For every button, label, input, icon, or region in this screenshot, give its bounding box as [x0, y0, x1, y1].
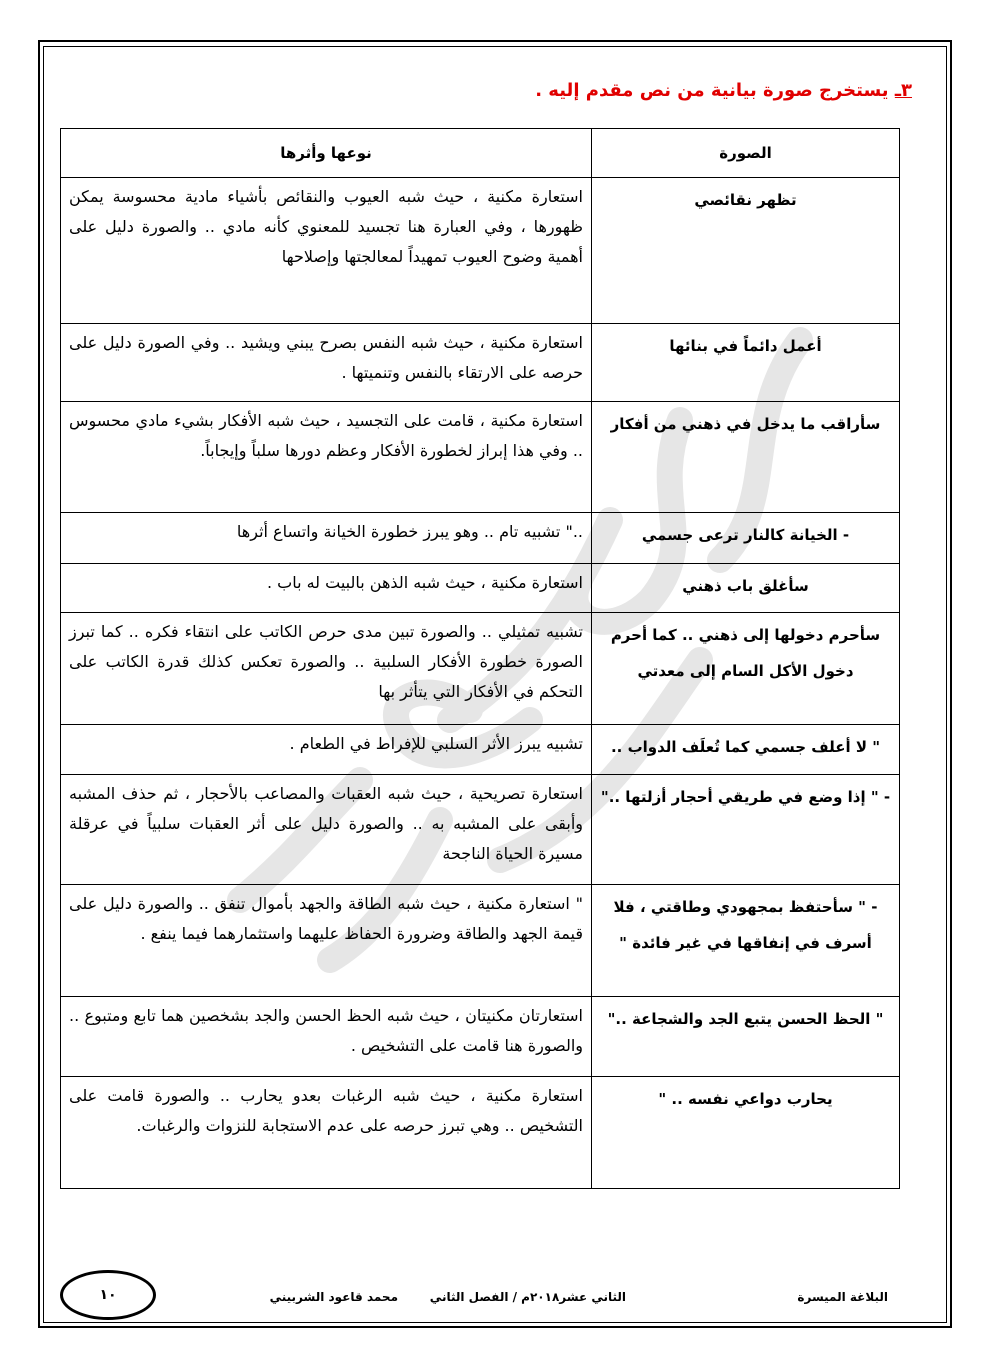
image-cell: سأحرم دخولها إلى ذهني .. كما أحرم دخول الأكل السام إلى معدتي: [592, 613, 900, 725]
image-cell: - الخيانة كالنار ترعى جسمي: [592, 513, 900, 564]
description-cell: تشبيه يبرز الأثر السلبي للإفراط في الطعام .: [61, 725, 592, 775]
footer-book-title: البلاغة الميسرة: [797, 1290, 888, 1304]
page-number: ١٠: [99, 1287, 117, 1303]
heading-text: يستخرج صورة بيانية من نص مقدم إليه .: [535, 80, 889, 101]
footer-grade-term: الثاني عشر٢٠١٨م / الفصل الثاني: [429, 1290, 626, 1304]
description-cell: استعارة مكنية ، حيث شبه العيوب والنقائص بأشياء مادية محسوسة يمكن ظهورها ، وفي العبارة هنا تجسيد للمعنوي كأنه مادي .. والصورة دليل على أهمية وضوح العيوب تمهيداً لمعالجتها وإصلاحها: [61, 178, 592, 324]
images-table: [60, 128, 900, 1189]
table-row: [61, 178, 900, 324]
table-row: [61, 402, 900, 513]
image-cell: - " سأحتفظ بمجهودي وطاقتي ، فلا أسرف في إنفاقها في غير فائدة ": [592, 885, 900, 997]
image-cell: سأغلق باب ذهني: [592, 564, 900, 613]
table-row: [61, 613, 900, 725]
image-cell: أعمل دائماً في بنائها: [592, 324, 900, 402]
header-type-effect: نوعها وأثرها: [61, 129, 592, 178]
table-header-row: [61, 129, 900, 178]
table-row: [61, 1077, 900, 1189]
description-cell: استعارة تصريحية ، حيث شبه العقبات والمصاعب بالأحجار ، ثم حذف المشبه وأبقى على المشبه به .. والصورة دليل على أثر العقبات سلبياً في عرقلة مسيرة الحياة الناجحة: [61, 775, 592, 885]
table-row: [61, 885, 900, 997]
image-cell: " الحظ الحسن يتبع الجد والشجاعة ..": [592, 997, 900, 1077]
description-cell: " استعارة مكنية ، حيث شبه الطاقة والجهد بأموال تنفق .. والصورة دليل على قيمة الجهد والطاقة وضرورة الحفاظ عليهما واستثمارهما فيما ينفع .: [61, 885, 592, 997]
description-cell: .." تشبيه تام .. وهو يبرز خطورة الخيانة واتساع أثرها: [61, 513, 592, 564]
description-cell: استعارة مكنية ، حيث شبه النفس بصرح يبني ويشيد .. وفي الصورة دليل على حرصه على الارتقاء بالنفس وتنميتها .: [61, 324, 592, 402]
table-row: [61, 775, 900, 885]
table-row: [61, 513, 900, 564]
description-cell: استعارة مكنية ، حيث شبه الرغبات بعدو يحارب .. والصورة قامت على التشخيص .. وهي تبرز حرصه على عدم الاستجابة للنزوات والرغبات.: [61, 1077, 592, 1189]
section-heading: [535, 80, 912, 101]
description-cell: تشبيه تمثيلي .. والصورة تبين مدى حرص الكاتب على انتقاء فكره .. كما تبرز الصورة خطورة الأفكار السلبية .. والصورة تعكس كذلك قدرة الكاتب على التحكم في الأفكار التي يتأثر بها: [61, 613, 592, 725]
header-image: الصورة: [592, 129, 900, 178]
table-row: [61, 997, 900, 1077]
image-cell: يحارب دواعي نفسه .. ": [592, 1077, 900, 1189]
heading-number: ٣ـ: [894, 80, 912, 101]
table-row: [61, 725, 900, 775]
table-row: [61, 324, 900, 402]
image-cell: تظهر نقائصي: [592, 178, 900, 324]
image-cell: - " إذا وضع في طريقي أحجار أزلتها ..": [592, 775, 900, 885]
description-cell: استعارتان مكنيتان ، حيث شبه الحظ الحسن والجد بشخصين هما تابع ومتبوع .. والصورة هنا قامت على التشخيص .: [61, 997, 592, 1077]
image-cell: " لا أعلف جسمي كما تُعلَف الدواب ..: [592, 725, 900, 775]
table-row: [61, 564, 900, 613]
description-cell: استعارة مكنية ، قامت على التجسيد ، حيث شبه الأفكار بشيء مادي محسوس .. وفي هذا إبراز لخطورة الأفكار وعظم دورها سلباً وإيجاباً.: [61, 402, 592, 513]
footer-author: محمد قاعود الشربيني: [269, 1290, 398, 1304]
description-cell: استعارة مكنية ، حيث شبه الذهن بالبيت له باب .: [61, 564, 592, 613]
page-number-oval: [60, 1270, 156, 1320]
image-cell: سأراقب ما يدخل في ذهني من أفكار: [592, 402, 900, 513]
